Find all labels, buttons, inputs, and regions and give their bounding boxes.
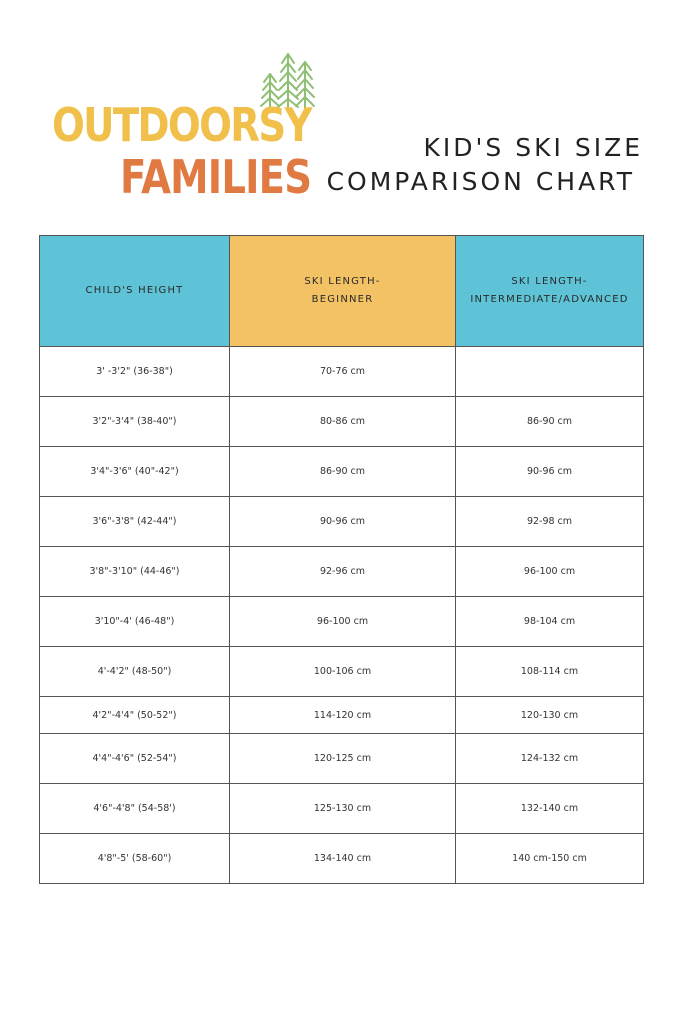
header-label: INTERMEDIATE/ADVANCED (470, 294, 629, 305)
column-header-ski-length-advanced (456, 236, 644, 347)
header-label: SKI LENGTH- (304, 276, 381, 287)
header-label: SKI LENGTH- (511, 276, 588, 287)
table-row (40, 547, 644, 597)
header-label: CHILD'S HEIGHT (85, 285, 184, 296)
column-header-childs-height (40, 236, 230, 347)
cell-height: 3' -3'2" (36-38") (40, 347, 230, 397)
cell-beginner: 70-76 cm (230, 347, 456, 397)
table-row (40, 784, 644, 834)
title-line-1: KID'S SKI SIZE (423, 133, 643, 162)
logo-wordmark-outdoorsy: OUTDOORSY (52, 98, 311, 152)
cell-beginner: 114-120 cm (230, 697, 456, 734)
cell-beginner: 96-100 cm (230, 597, 456, 647)
cell-advanced: 90-96 cm (456, 447, 644, 497)
cell-height: 4'2"-4'4" (50-52") (40, 697, 230, 734)
table-row (40, 397, 644, 447)
table-row (40, 697, 644, 734)
cell-beginner: 100-106 cm (230, 647, 456, 697)
table-body (40, 347, 644, 884)
cell-height: 4'4"-4'6" (52-54") (40, 734, 230, 784)
cell-height: 3'6"-3'8" (42-44") (40, 497, 230, 547)
column-header-ski-length-beginner (230, 236, 456, 347)
cell-height: 4'-4'2" (48-50") (40, 647, 230, 697)
logo-wordmark-families: FAMILIES (120, 150, 312, 204)
cell-beginner: 134-140 cm (230, 834, 456, 884)
cell-advanced: 86-90 cm (456, 397, 644, 447)
header-label: BEGINNER (311, 294, 374, 305)
table-row (40, 734, 644, 784)
cell-height: 3'8"-3'10" (44-46") (40, 547, 230, 597)
cell-advanced: 140 cm-150 cm (456, 834, 644, 884)
title-line-2: COMPARISON CHART (326, 167, 635, 196)
cell-advanced: 132-140 cm (456, 784, 644, 834)
cell-height: 4'6"-4'8" (54-58') (40, 784, 230, 834)
cell-height: 3'10"-4' (46-48") (40, 597, 230, 647)
cell-advanced: 92-98 cm (456, 497, 644, 547)
table-row (40, 647, 644, 697)
cell-advanced: 124-132 cm (456, 734, 644, 784)
cell-advanced: 120-130 cm (456, 697, 644, 734)
cell-advanced: 96-100 cm (456, 547, 644, 597)
cell-advanced: 98-104 cm (456, 597, 644, 647)
page-title (327, 132, 643, 198)
brand-logo (52, 50, 314, 210)
cell-beginner: 125-130 cm (230, 784, 456, 834)
cell-advanced (456, 347, 644, 397)
ski-size-table (39, 235, 644, 884)
table-row (40, 447, 644, 497)
cell-height: 3'4"-3'6" (40"-42") (40, 447, 230, 497)
cell-advanced: 108-114 cm (456, 647, 644, 697)
table-row (40, 497, 644, 547)
cell-height: 3'2"-3'4" (38-40") (40, 397, 230, 447)
cell-height: 4'8"-5' (58-60") (40, 834, 230, 884)
cell-beginner: 90-96 cm (230, 497, 456, 547)
table-row (40, 597, 644, 647)
cell-beginner: 80-86 cm (230, 397, 456, 447)
cell-beginner: 92-96 cm (230, 547, 456, 597)
header-row (40, 236, 644, 347)
table-row (40, 347, 644, 397)
table-row (40, 834, 644, 884)
table-header (40, 236, 644, 347)
cell-beginner: 86-90 cm (230, 447, 456, 497)
cell-beginner: 120-125 cm (230, 734, 456, 784)
